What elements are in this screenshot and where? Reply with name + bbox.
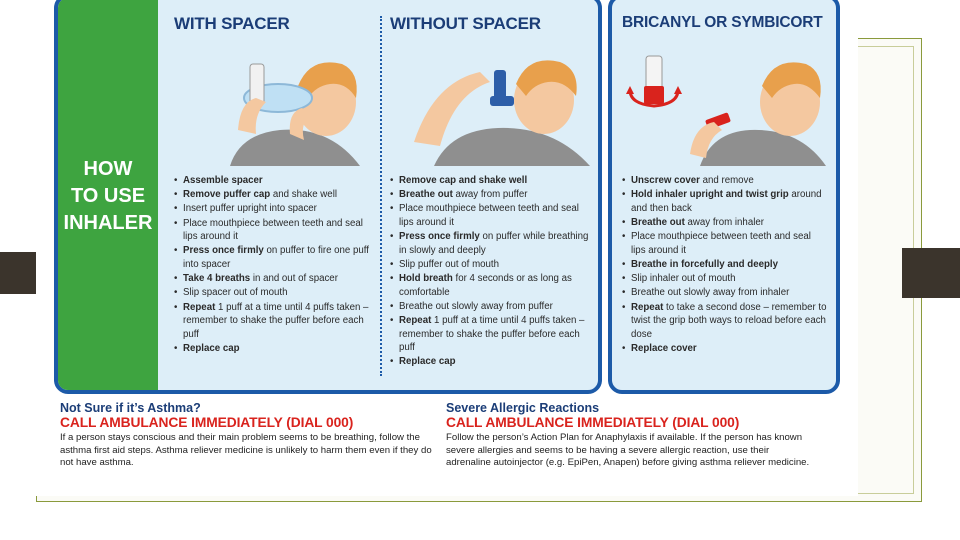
bricanyl-step: • Replace cover (622, 342, 828, 356)
without-spacer-steps (390, 174, 590, 370)
without-spacer-step: • Breathe out away from puffer (390, 188, 590, 202)
with-spacer-step: • Remove puffer cap and shake well (174, 188, 374, 202)
child-with-puffer-illustration (394, 42, 594, 166)
severe-allergic-heading: Severe Allergic Reactions (446, 401, 600, 415)
severe-allergic-section (446, 402, 814, 470)
bricanyl-step: • Repeat to take a second dose – remember to twist the grip both ways to reload before each dose (622, 301, 828, 342)
side-title-line-1: HOW (83, 158, 133, 180)
call-ambulance-alert-right: CALL AMBULANCE IMMEDIATELY (DIAL 000) (446, 414, 740, 430)
bricanyl-step: • Place mouthpiece between teeth and seal lips around it (622, 230, 828, 257)
not-sure-asthma-heading: Not Sure if it’s Asthma? (60, 401, 201, 415)
bricanyl-symbicort-steps (622, 174, 828, 356)
with-spacer-step: • Insert puffer upright into spacer (174, 202, 374, 216)
with-spacer-step: • Slip spacer out of mouth (174, 286, 374, 300)
without-spacer-step: • Repeat 1 puff at a time until 4 puffs taken – remember to shake the puffer before each puff (390, 314, 590, 355)
child-with-turbuhaler-illustration (620, 42, 830, 166)
side-title-line-2: TO USE (70, 185, 146, 207)
without-spacer-step: • Slip puffer out of mouth (390, 258, 590, 272)
side-title-line-3: INHALER (63, 212, 153, 234)
without-spacer-step: • Remove cap and shake well (390, 174, 590, 188)
child-with-spacer-illustration (170, 42, 370, 166)
with-spacer-title: WITH SPACER (174, 14, 290, 33)
column-divider (380, 16, 382, 376)
without-spacer-title: WITHOUT SPACER (390, 14, 541, 33)
with-spacer-step: • Replace cap (174, 342, 374, 356)
with-spacer-step: • Repeat 1 puff at a time until 4 puffs taken – remember to shake the puffer before each puff (174, 301, 374, 342)
without-spacer-step: • Press once firmly on puffer while breathing in slowly and deeply (390, 230, 590, 257)
bricanyl-symbicort-panel (608, 0, 840, 394)
how-to-use-inhaler-panel (54, 0, 602, 394)
without-spacer-step: • Replace cap (390, 355, 590, 369)
slide-band-left (0, 252, 36, 294)
green-side-bar (58, 0, 158, 390)
side-title (58, 156, 158, 237)
with-spacer-step: • Place mouthpiece between teeth and seal lips around it (174, 217, 374, 244)
bricanyl-symbicort-title: BRICANYL OR SYMBICORT (622, 14, 823, 31)
without-spacer-step: • Hold breath for 4 seconds or as long as comfortable (390, 272, 590, 299)
without-spacer-step: • Place mouthpiece between teeth and seal lips around it (390, 202, 590, 229)
bricanyl-step: • Breathe out away from inhaler (622, 216, 828, 230)
bricanyl-step: • Breathe in forcefully and deeply (622, 258, 828, 272)
bricanyl-step: • Breathe out slowly away from inhaler (622, 286, 828, 300)
call-ambulance-alert-left: CALL AMBULANCE IMMEDIATELY (DIAL 000) (60, 414, 354, 430)
with-spacer-step: • Press once firmly on puffer to fire one puff into spacer (174, 244, 374, 271)
not-sure-asthma-body: If a person stays conscious and their main problem seems to be breathing, follow the asthma first aid steps. Asthma reliever medicine is unlikely to harm them even if they do not have asthma. (60, 432, 432, 469)
without-spacer-step: • Breathe out slowly away from puffer (390, 300, 590, 314)
severe-allergic-body: Follow the person’s Action Plan for Anaphylaxis if available. If the person has known severe allergies and seems to be having a severe allergic reaction, use their adrenaline autoinjector (e.g. EpiPen, Anapen) before giving asthma reliever medicine. (446, 432, 810, 469)
not-sure-asthma-section (60, 402, 432, 470)
with-spacer-step: • Take 4 breaths in and out of spacer (174, 272, 374, 286)
bricanyl-step: • Unscrew cover and remove (622, 174, 828, 188)
slide-band-right (902, 248, 960, 298)
with-spacer-step: • Assemble spacer (174, 174, 374, 188)
bricanyl-step: • Slip inhaler out of mouth (622, 272, 828, 286)
bricanyl-step: • Hold inhaler upright and twist grip around and then back (622, 188, 828, 215)
with-spacer-steps (174, 174, 374, 356)
